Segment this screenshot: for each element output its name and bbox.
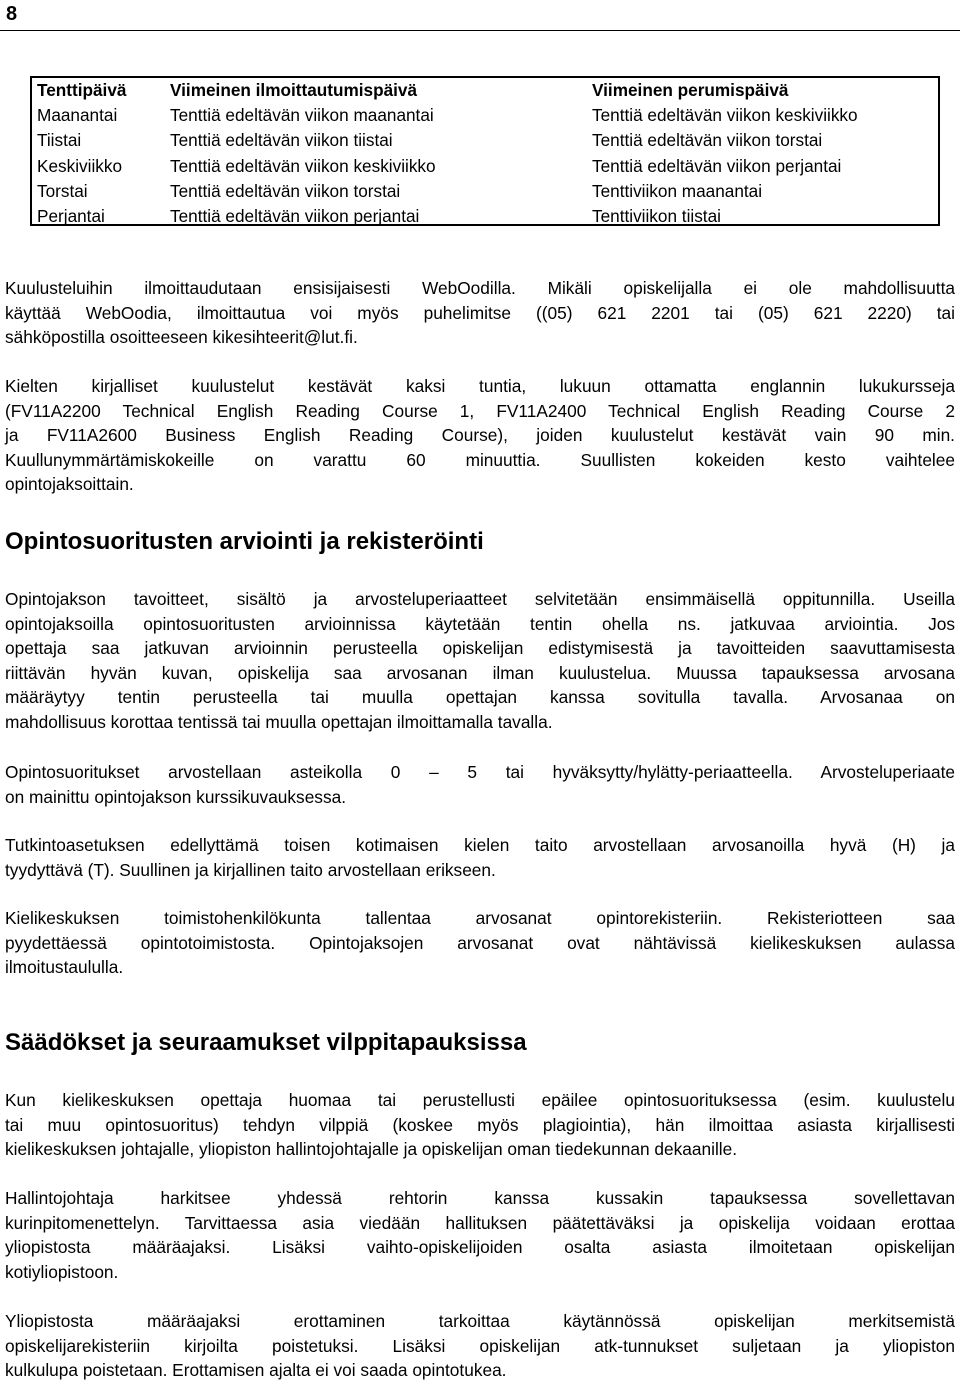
- text-line: opintojaksoittain.: [5, 474, 134, 494]
- text-line: yliopistosta määräajaksi. Lisäksi vaihto-opiskelijoiden osalta asiasta ilmoitetaan opiskelijan: [5, 1237, 955, 1257]
- text-line: tyydyttävä (T). Suullinen ja kirjallinen taito arvostellaan erikseen.: [5, 859, 496, 880]
- paragraph-disciplinary-procedure: [5, 1186, 955, 1284]
- paragraph-grading-scale: [5, 760, 955, 809]
- text-line: käyttää WebOodia, ilmoittautua voi myös puhelimitse ((05) 621 2201 tai (05) 621 2220) tai: [5, 302, 955, 323]
- text-line: pyydettäessä opintotoimistosta. Opintojaksojen arvosanat ovat nähtävissä kielikeskuksen aulassa: [5, 932, 955, 953]
- table-cell: Tiistai: [37, 130, 82, 151]
- table-cell: Tenttiä edeltävän viikon keskiviikko: [592, 105, 858, 126]
- table-column-registration-deadline: [170, 78, 436, 229]
- table-cell: Perjantai: [37, 206, 105, 227]
- table-cell: Tenttiä edeltävän viikon perjantai: [170, 206, 420, 227]
- table-header: Viimeinen ilmoittautumispäivä: [170, 80, 418, 100]
- text-line: kielikeskuksen johtajalle, yliopiston hallintojohtajalle ja opiskelijan oman tiedekunnan dekaanille.: [5, 1139, 738, 1159]
- text-line: ilmoitustaululla.: [5, 957, 124, 977]
- text-line: Kuullunymmärtämiskokeille on varattu 60 minuuttia. Suullisten kokeiden kesto vaihtelee: [5, 449, 955, 470]
- section-heading-grading: Opintosuoritusten arviointi ja rekisteröinti: [5, 528, 484, 555]
- table-header: Viimeinen perumispäivä: [592, 80, 789, 100]
- text-line: Hallintojohtaja harkitsee yhdessä rehtorin kanssa kussakin tapauksessa sovellettavan: [5, 1188, 955, 1208]
- table-cell: Maanantai: [37, 105, 118, 126]
- text-line: kotiyliopistoon.: [5, 1261, 119, 1282]
- text-line: ja FV11A2600 Business English Reading Course), joiden kuulustelut kestävät vain 90 min.: [5, 425, 955, 445]
- table-cell: Tenttiä edeltävän viikon torstai: [170, 180, 401, 201]
- section-heading-misconduct: Säädökset ja seuraamukset vilppitapauksissa: [5, 1029, 527, 1056]
- text-line: kurinpitomenettelyn. Tarvittaessa asia viedään hallituksen päätettäväksi ja opiskelija voidaan erottaa: [5, 1212, 955, 1233]
- text-line: Kun kielikeskuksen opettaja huomaa tai perustellusti epäilee opintosuorituksessa (esim. kuulustelu: [5, 1090, 955, 1110]
- table-cell: Torstai: [37, 180, 88, 201]
- text-line: Kielten kirjalliset kuulustelut kestävät kaksi tuntia, lukuun ottamatta englannin lukukursseja: [5, 376, 955, 396]
- text-line: riittävän hyvän kuvan, opiskelija saa arvosanan ilman kuulustelua. Muussa tapauksessa arvosana: [5, 662, 955, 683]
- text-line: Yliopistosta määräajaksi erottaminen tarkoittaa käytännössä opiskelijan merkitsemistä: [5, 1311, 955, 1331]
- table-cell: Tenttiä edeltävän viikon keskiviikko: [170, 155, 436, 176]
- paragraph-exam-duration: [5, 374, 955, 497]
- table-cell: Keskiviikko: [37, 155, 123, 176]
- paragraph-misconduct-report: [5, 1088, 955, 1162]
- exam-schedule-table: [30, 76, 940, 226]
- text-line: Opintosuoritukset arvostellaan asteikolla 0 – 5 tai hyväksytty/hylätty-periaatteella. Arvosteluperiaate: [5, 762, 955, 782]
- text-line: opiskelijarekisteriin kirjoilta poistetuksi. Lisäksi opiskelijan atk-tunnukset suljetaan ja yliopiston: [5, 1335, 955, 1356]
- table-column-cancellation-deadline: [592, 78, 858, 229]
- text-line: Kuulusteluihin ilmoittaudutaan ensisijaisesti WebOodilla. Mikäli opiskelijalla ei ole mahdollisuutta: [5, 278, 955, 298]
- text-line: (FV11A2200 Technical English Reading Course 1, FV11A2400 Technical English Reading Course 2: [5, 400, 955, 421]
- table-cell: Tenttiviikon maanantai: [592, 180, 763, 201]
- page-header: [0, 0, 960, 31]
- table-cell: Tenttiä edeltävän viikon torstai: [592, 130, 823, 151]
- text-line: mahdollisuus korottaa tentissä tai muulla opettajan ilmoittamalla tavalla.: [5, 711, 553, 732]
- text-line: Tutkintoasetuksen edellyttämä toisen kotimaisen kielen taito arvostellaan arvosanoilla hyvä (H) ja: [5, 835, 955, 855]
- table-cell: Tenttiä edeltävän viikon maanantai: [170, 105, 434, 126]
- text-line: tai muu opintosuoritus) tehdyn vilppiä (koskee myös plagiointia), hän ilmoittaa asiasta kirjallisesti: [5, 1114, 955, 1135]
- page-number: 8: [6, 3, 18, 25]
- paragraph-suspension: [5, 1309, 955, 1383]
- text-line: Opintojakson tavoitteet, sisältö ja arvosteluperiaatteet selvitetään ensimmäisellä oppitunnilla. Useilla: [5, 589, 955, 609]
- text-line: opintojaksoilla opintosuoritusten arvioinnissa käytetään tentin ohella ns. jatkuvaa arviointia. Jos: [5, 613, 955, 634]
- table-column-exam-day: [37, 78, 126, 229]
- text-line: on mainittu opintojakson kurssikuvauksessa.: [5, 786, 347, 807]
- table-header: Tenttipäivä: [37, 80, 127, 100]
- text-line: Kielikeskuksen toimistohenkilökunta tallentaa arvosanat opintorekisteriin. Rekisteriotteen saa: [5, 908, 955, 928]
- paragraph-registration: [5, 276, 955, 350]
- text-line: kulkulupa poistetaan. Erottamisen ajalta ei voi saada opintotukea.: [5, 1360, 507, 1380]
- text-line: opettaja saa jatkuvan arvioinnin perusteella opiskelijan edistymisestä ja tavoitteiden saavuttamisesta: [5, 638, 955, 658]
- table-cell: Tenttiä edeltävän viikon tiistai: [170, 130, 393, 151]
- table-cell: Tenttiviikon tiistai: [592, 206, 721, 227]
- table-cell: Tenttiä edeltävän viikon perjantai: [592, 155, 842, 176]
- paragraph-registry: [5, 906, 955, 980]
- text-line: sähköpostilla osoitteeseen kikesihteerit@lut.fi.: [5, 327, 358, 347]
- paragraph-grading-principles: [5, 587, 955, 734]
- paragraph-second-language: [5, 833, 955, 882]
- text-line: määräytyy tentin perusteella tai muulla opettajan kanssa sovitulla tavalla. Arvosanaa on: [5, 687, 955, 707]
